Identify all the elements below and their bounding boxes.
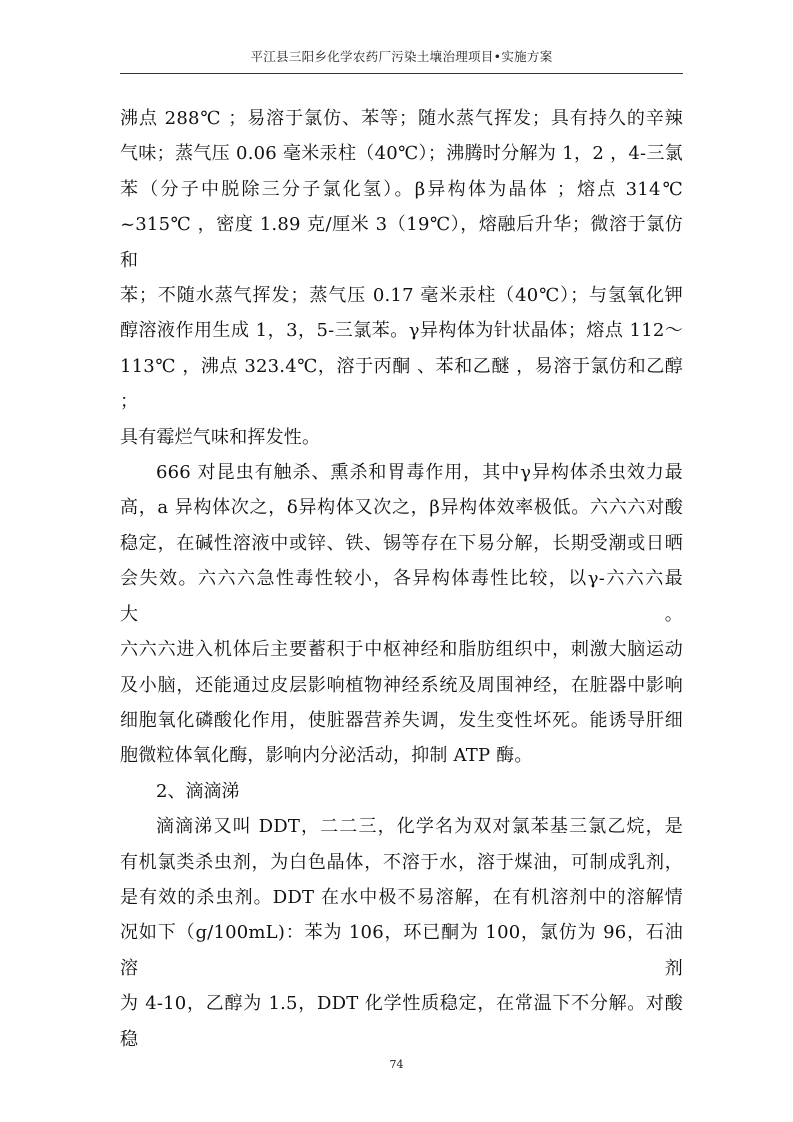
paragraph-line: 六六六进入机体后主要蓄积于中枢神经和脂肪组织中，刺激大脑运动: [120, 639, 683, 661]
paragraph-line: 有机氯类杀虫剂，为白色晶体，不溶于水，溶于煤油，可制成乳剂，: [120, 851, 683, 873]
paragraph-line: 666 对昆虫有触杀、熏杀和胃毒作用，其中γ异构体杀虫效力最: [156, 462, 683, 484]
paragraph-line: 细胞氧化磷酸化作用，使脏器营养失调，发生变性坏死。能诱导肝细: [120, 709, 683, 731]
paragraph-line: 113℃ ，沸点 323.4℃，溶于丙酮 、苯和乙醚 ，易溶于氯仿和乙醇 ；: [120, 355, 683, 413]
paragraph-line: 会失效。六六六急性毒性较小，各异构体毒性比较，以γ-六六六最大。: [120, 568, 683, 625]
paragraph-line: 沸点 288℃ ；易溶于氯仿、苯等；随水蒸气挥发；具有持久的辛辣: [120, 108, 683, 129]
paragraph-line: 苯；不随水蒸气挥发；蒸气压 0.17 毫米汞柱（40℃）；与氢氧化钾: [120, 285, 683, 307]
paragraph-line: 醇溶液作用生成 1，3，5-三氯苯。γ异构体为针状晶体；熔点 112～: [120, 320, 683, 342]
paragraph-line: 为 4-10，乙醇为 1.5，DDT 化学性质稳定，在常温下不分解。对酸稳: [120, 993, 683, 1050]
paragraph-line: ~315℃ ，密度 1.89 克/厘米 3（19℃），熔融后升华；微溶于氯仿和: [120, 214, 683, 271]
section-heading: 2、滴滴涕: [156, 780, 240, 802]
paragraph-line: 况如下（g/100mL)：苯为 106，环已酮为 100，氯仿为 96，石油溶剂: [120, 922, 683, 979]
paragraph-line: 滴滴涕又叫 DDT，二二三，化学名为双对氯苯基三氯乙烷，是: [156, 816, 683, 838]
paragraph-line: 稳定，在碱性溶液中或锌、铁、锡等存在下易分解，长期受潮或日晒: [120, 532, 683, 554]
page-body: [120, 101, 683, 1057]
paragraph-line: 高，a 异构体次之，δ异构体又次之，β异构体效率极低。六六六对酸: [120, 497, 683, 519]
paragraph-line: 及小脑，还能通过皮层影响植物神经系统及周围神经，在脏器中影响: [120, 674, 683, 696]
running-header: 平江县三阳乡化学农药厂污染土壤治理项目•实施方案: [250, 49, 553, 64]
paragraph-line: 胞微粒体氧化酶，影响内分泌活动，抑制 ATP 酶。: [120, 745, 533, 767]
paragraph-line: 具有霉烂气味和挥发性。: [120, 426, 321, 448]
paragraph-line: 苯（分子中脱除三分子氯化氢）。β异构体为晶体 ；熔点 314℃: [120, 178, 683, 200]
page-number: 74: [389, 1058, 404, 1071]
paragraph-line: 是有效的杀虫剂。DDT 在水中极不易溶解，在有机溶剂中的溶解情: [120, 886, 683, 908]
paragraph-line: 气味；蒸气压 0.06 毫米汞柱（40℃）；沸腾时分解为 1，2 ，4-三氯: [120, 143, 683, 165]
header-rule: [120, 73, 683, 74]
